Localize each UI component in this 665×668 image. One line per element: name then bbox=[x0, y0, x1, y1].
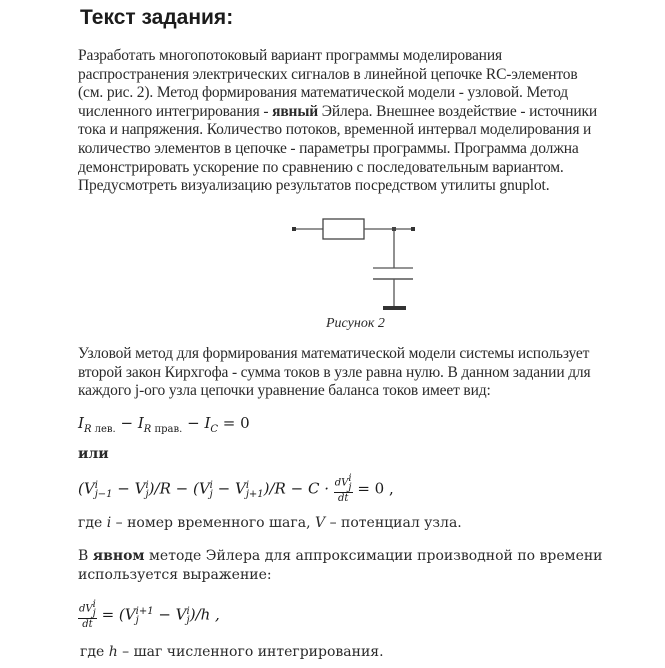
bold-term: явный bbox=[272, 102, 319, 120]
sup: i bbox=[94, 479, 98, 491]
sup: i+1 bbox=[135, 605, 154, 617]
where-h-text bbox=[80, 644, 384, 660]
subscript: C bbox=[210, 424, 219, 435]
text-span: методе Эйлера для аппроксимации производной по времени bbox=[144, 548, 603, 564]
text-line: тока и напряжения. Количество потоков, временной интервал моделирования и bbox=[78, 121, 592, 139]
current-balance-equation bbox=[78, 414, 250, 435]
text-span: где bbox=[78, 515, 107, 531]
text-line: Предусмотреть визуализацию результатов посредством утилиты gnuplot. bbox=[78, 177, 550, 195]
sub: j−1 bbox=[94, 488, 113, 500]
where-i-v-text bbox=[78, 515, 462, 531]
text-line: каждого j-ого узла цепочки уравнение баланса токов имеет вид: bbox=[78, 382, 491, 400]
sup: i bbox=[245, 479, 250, 491]
math-text: (V bbox=[78, 479, 95, 498]
text-span: – шаг численного интегрирования. bbox=[117, 644, 384, 660]
text-line: демонстрировать ускорение по сравнению с последовательным вариантом. bbox=[78, 158, 564, 176]
sup: i bbox=[145, 479, 149, 491]
math-text: = (V bbox=[96, 605, 136, 624]
operator: = 0 bbox=[218, 414, 250, 432]
math-text: dV bbox=[79, 603, 93, 615]
numerator bbox=[78, 600, 97, 619]
subscript bbox=[144, 424, 183, 435]
rc-circuit-figure bbox=[280, 210, 430, 320]
sub: j bbox=[135, 614, 139, 626]
sup: i bbox=[92, 599, 96, 610]
math-symbol: R bbox=[83, 424, 92, 435]
figure-caption: Рисунок 2 bbox=[326, 316, 385, 331]
or-label: или bbox=[78, 446, 109, 462]
text-span: – потенциал узла. bbox=[325, 515, 462, 531]
page-title: Текст задания: bbox=[80, 6, 234, 29]
math-symbol: I bbox=[78, 414, 84, 432]
subscript-text: прав. bbox=[151, 424, 183, 435]
sub: j bbox=[209, 488, 213, 500]
math-symbol: I bbox=[204, 414, 211, 432]
subscript-text: лев. bbox=[91, 424, 116, 435]
text-line bbox=[78, 547, 603, 566]
index bbox=[348, 474, 351, 492]
index bbox=[93, 600, 96, 618]
math-text: − V bbox=[153, 605, 187, 624]
math-text: )/h , bbox=[189, 605, 220, 624]
math-text: − V bbox=[112, 479, 146, 498]
text-line: используется выражение: bbox=[78, 566, 272, 583]
text-line: Узловой метод для формирования математической модели системы использует bbox=[78, 345, 590, 362]
text-span: В bbox=[78, 548, 93, 564]
math-text: = 0 , bbox=[352, 479, 394, 498]
numerator bbox=[334, 474, 353, 493]
sub: j+1 bbox=[245, 488, 264, 500]
text-line: второй закон Кирхгофа - сумма токов в узле равна нулю. В данном задании для bbox=[78, 363, 591, 381]
derivative-fraction bbox=[334, 474, 353, 505]
euler-method-text bbox=[78, 547, 603, 584]
denominator: dt bbox=[337, 493, 349, 504]
sup: i bbox=[348, 473, 352, 484]
math-text: dV bbox=[334, 477, 349, 489]
sub: j bbox=[186, 614, 190, 626]
math-text: )/R − (V bbox=[148, 479, 210, 498]
math-symbol: V bbox=[315, 515, 326, 531]
text-line: (см. рис. 2). Метод формирования математической модели - узловой. Метод bbox=[78, 84, 568, 102]
sub: j bbox=[348, 482, 352, 493]
sub: j bbox=[92, 608, 96, 619]
bold-term: явном bbox=[92, 548, 145, 564]
math-symbol: I bbox=[137, 414, 144, 432]
text-span: численного интегрирования - bbox=[78, 102, 273, 120]
text-span: – номер временного шага, bbox=[111, 515, 315, 531]
sup: i bbox=[186, 605, 190, 617]
task-description bbox=[78, 47, 658, 196]
nodal-method-text bbox=[78, 345, 658, 401]
text-line bbox=[78, 103, 658, 122]
index bbox=[246, 481, 264, 499]
operator: − bbox=[182, 414, 205, 432]
derivative-fraction bbox=[78, 600, 97, 631]
operator: − bbox=[115, 414, 138, 432]
text-span: где bbox=[80, 644, 109, 660]
index bbox=[136, 607, 154, 625]
text-line: количество элементов в цепочке - параметры программы. Программа должна bbox=[78, 139, 579, 157]
text-line: распространения электрических сигналов в линейной цепочке RC-элементов bbox=[78, 65, 578, 83]
rc-circuit-diagram-icon bbox=[280, 210, 430, 315]
math-symbol: h bbox=[108, 644, 118, 660]
sub: j bbox=[145, 488, 149, 500]
sup: i bbox=[209, 479, 213, 491]
subscript bbox=[84, 424, 116, 435]
index bbox=[95, 481, 113, 499]
nodal-difference-equation bbox=[78, 474, 394, 505]
math-text: − V bbox=[212, 479, 246, 498]
math-text: )/R − C · bbox=[263, 479, 334, 498]
euler-approximation-equation bbox=[78, 600, 220, 631]
text-span: Эйлера. Внешнее воздействие - источники bbox=[318, 102, 598, 120]
text-line: Разработать многопотоковый вариант программы моделирования bbox=[78, 47, 502, 64]
denominator: dt bbox=[82, 619, 93, 630]
math-symbol: R bbox=[143, 424, 152, 435]
math-symbol: i bbox=[106, 515, 112, 531]
